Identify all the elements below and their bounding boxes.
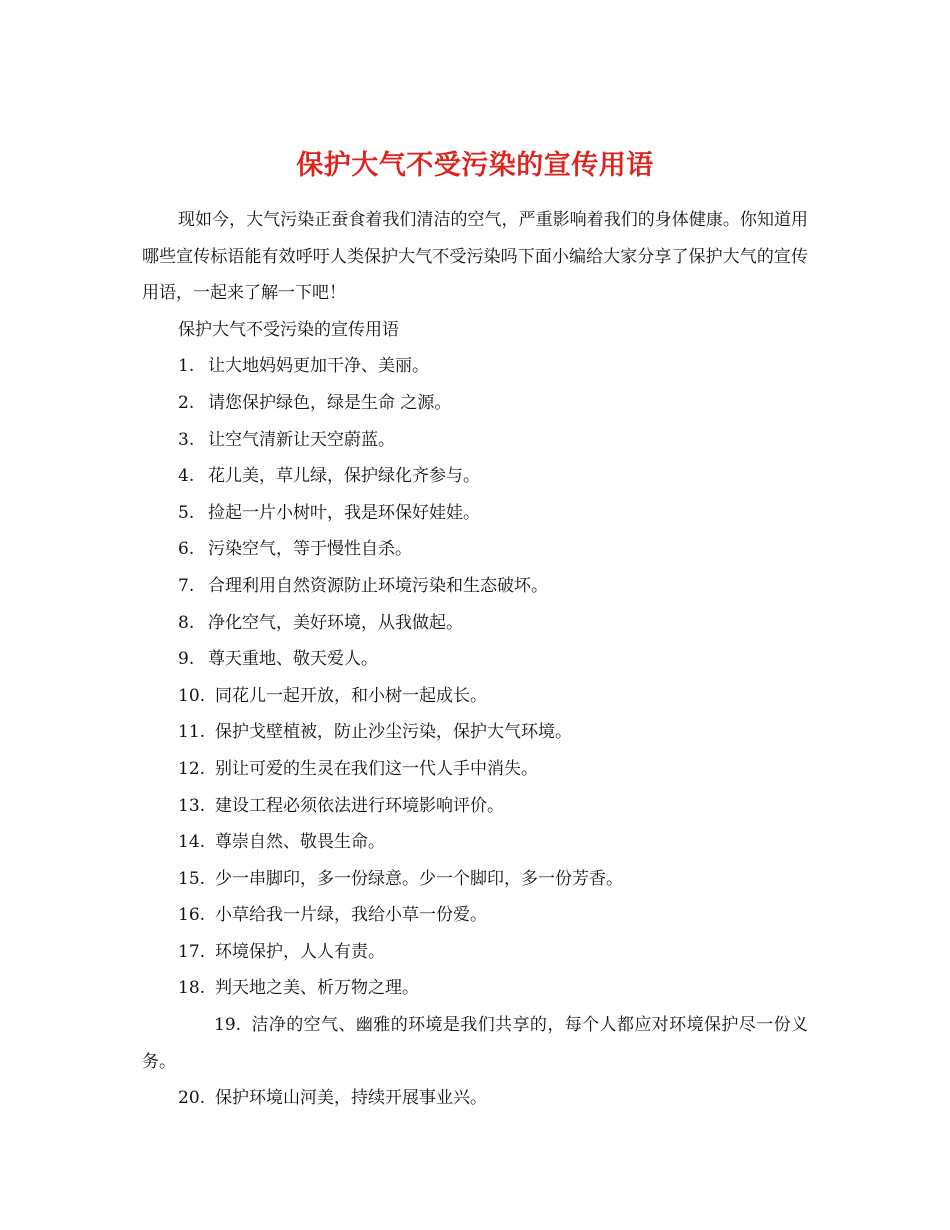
slogan-list xyxy=(142,348,808,1116)
slogan-number: 16. xyxy=(178,905,206,926)
slogan-number: 19. xyxy=(214,1015,242,1036)
slogan-text: 让大地妈妈更加干净、美丽。 xyxy=(208,356,429,377)
slogan-number: 20. xyxy=(178,1088,206,1109)
slogan-text: 让空气清新让天空蔚蓝。 xyxy=(208,429,395,450)
slogan-item xyxy=(142,641,808,678)
slogan-item xyxy=(142,861,808,898)
slogan-text: 保护戈壁植被，防止沙尘污染，保护大气环境。 xyxy=(215,722,573,743)
slogan-item xyxy=(142,934,808,971)
slogan-text: 小草给我一片绿，我给小草一份爱。 xyxy=(215,905,488,926)
slogan-text: 保护环境山河美，持续开展事业兴。 xyxy=(215,1088,488,1109)
slogan-item xyxy=(142,605,808,642)
slogan-number: 9. xyxy=(178,649,195,670)
slogan-text: 净化空气，美好环境，从我做起。 xyxy=(208,612,463,633)
slogan-text: 环境保护，人人有责。 xyxy=(215,941,386,962)
document-body xyxy=(142,202,808,1117)
slogan-text: 尊天重地、敬天爱人。 xyxy=(208,649,378,670)
slogan-item xyxy=(142,897,808,934)
slogan-number: 11. xyxy=(178,722,206,743)
slogan-item xyxy=(142,422,808,459)
slogan-text: 污染空气，等于慢性自杀。 xyxy=(208,539,412,560)
slogan-number: 5. xyxy=(178,502,195,523)
slogan-item xyxy=(142,1007,808,1080)
slogan-text: 同花儿一起开放，和小树一起成长。 xyxy=(215,685,488,706)
slogan-number: 4. xyxy=(178,466,195,487)
slogan-text: 判天地之美、析万物之理。 xyxy=(215,978,420,999)
slogan-number: 14. xyxy=(178,832,206,853)
slogan-number: 8. xyxy=(178,612,195,633)
slogan-text: 尊崇自然、敬畏生命。 xyxy=(215,832,386,853)
slogan-item xyxy=(142,751,808,788)
slogan-item xyxy=(142,678,808,715)
slogan-item xyxy=(142,1080,808,1117)
slogan-item xyxy=(142,531,808,568)
slogan-item xyxy=(142,348,808,385)
slogan-number: 3. xyxy=(178,429,195,450)
slogan-item xyxy=(142,824,808,861)
slogan-number: 6. xyxy=(178,539,195,560)
slogan-text: 建设工程必须依法进行环境影响评价。 xyxy=(215,795,505,816)
slogan-number: 18. xyxy=(178,978,206,999)
slogan-item xyxy=(142,568,808,605)
slogan-text: 少一串脚印，多一份绿意。少一个脚印，多一份芳香。 xyxy=(215,868,624,889)
document-title: 保护大气不受污染的宣传用语 xyxy=(296,150,654,182)
slogan-number: 12. xyxy=(178,758,206,779)
slogan-item xyxy=(142,458,808,495)
section-subtitle: 保护大气不受污染的宣传用语 xyxy=(178,319,399,340)
slogan-number: 1. xyxy=(178,356,195,377)
slogan-item xyxy=(142,970,808,1007)
slogan-text: 洁净的空气、幽雅的环境是我们共享的，每个人都应对环境保护尽一份义务。 xyxy=(142,1015,808,1072)
slogan-number: 10. xyxy=(178,685,206,706)
slogan-number: 13. xyxy=(178,795,206,816)
slogan-text: 合理利用自然资源防止环境污染和生态破坏。 xyxy=(208,575,548,596)
slogan-number: 17. xyxy=(178,941,206,962)
slogan-item xyxy=(142,385,808,422)
slogan-item xyxy=(142,788,808,825)
slogan-number: 2. xyxy=(178,392,195,413)
slogan-text: 捡起一片小树叶，我是环保好娃娃。 xyxy=(208,502,480,523)
slogan-text: 别让可爱的生灵在我们这一代人手中消失。 xyxy=(215,758,539,779)
slogan-text: 花儿美，草儿绿，保护绿化齐参与。 xyxy=(208,466,480,487)
slogan-number: 15. xyxy=(178,868,206,889)
slogan-text: 请您保护绿色，绿是生命 之源。 xyxy=(208,392,452,413)
slogan-item xyxy=(142,495,808,532)
intro-paragraph: 现如今，大气污染正蚕食着我们清洁的空气，严重影响着我们的身体健康。你知道用哪些宣传标语能有效呼吁人类保护大气不受污染吗下面小编给大家分享了保护大气的宣传用语，一起来了解一下吧！ xyxy=(142,210,808,304)
slogan-number: 7. xyxy=(178,575,195,596)
slogan-item xyxy=(142,714,808,751)
